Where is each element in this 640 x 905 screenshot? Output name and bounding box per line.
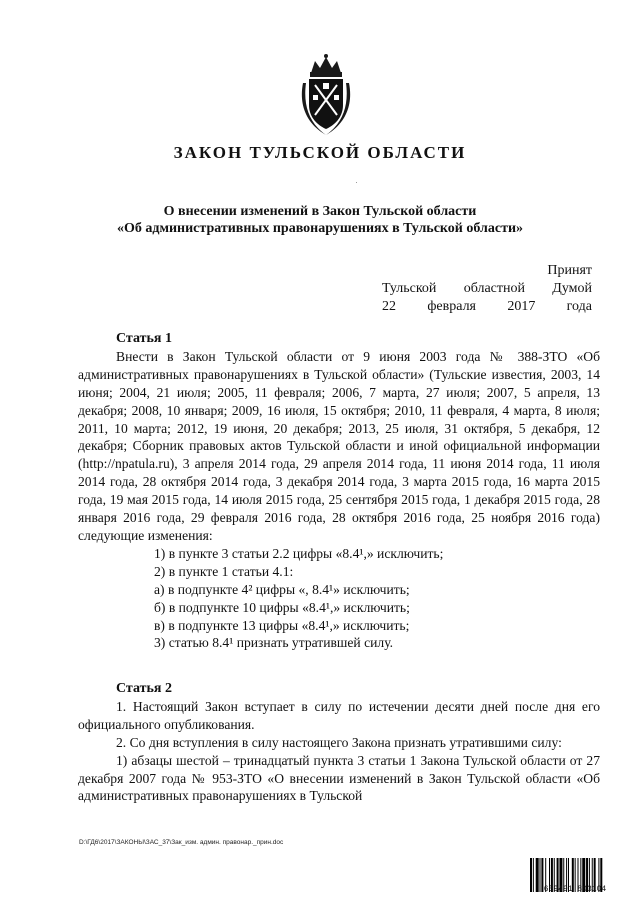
subtitle-line: О внесении изменений в Закон Тульской области	[163, 204, 477, 219]
article-heading: Статья 2	[116, 681, 172, 696]
file-path: D:\ГД6\2017\ЗАКОНЫ\ЗАС_37\Зак_изм. админ. правонар._прин.doc	[79, 839, 284, 846]
list-item: 3) статью 8.4¹ признать утратившей силу.	[154, 635, 394, 651]
law-title: ЗАКОН ТУЛЬСКОЙ ОБЛАСТИ	[173, 143, 467, 162]
subtitle-line: «Об административных правонарушениях в Тульской области»	[116, 221, 524, 236]
article-paragraph: 2. Со дня вступления в силу настоящего Закона признать утратившими силу:	[116, 734, 562, 750]
adopted-line: Тульской областной Думой	[382, 281, 592, 296]
article-heading: Статья 1	[116, 331, 172, 346]
adopted-line: 22 февраля 2017 года	[382, 299, 592, 314]
list-item: а) в подпункте 4² цифры «, 8.4¹» исключить;	[154, 581, 410, 597]
article-paragraph: Внести в Закон Тульской области от 9 июня 2003 года № 388-ЗТО «Об административных правонарушениях в Тульской области» (Тульские известия, 2003, 14 июня; 2004, 21 июля; 2005, 11 февраля; 2006, 7 марта, 27 июля; 2007, 5 апреля, 13 декабря; 2008, 10 января; 2009, 16 июля, 15 октября; 2010, 11 февраля, 4 марта, 8 июля; 2011, 10 марта; 2012, 19 июня, 20 декабря; 2013, 25 июля, 31 октября, 5 декабря, 12 декабря; Сборник правовых актов Тульской области и иной официальной информации (http://npatula.ru), 3 апреля 2014 года, 29 апреля 2014 года, 11 июня 2014 года, 11 июля 2014 года, 28 октября 2014 года, 3 декабря 2014 года, 3 марта 2015 года, 16 марта 2015 года, 19 мая 2015 года, 14 июля 2015 года, 25 сентября 2015 года, 1 декабря 2015 года, 28 января 2016 года, 29 февраля 2016 года, 28 октября 2016 года, 25 ноября 2016 года) следующие изменения:	[78, 348, 600, 543]
article-paragraph: 1) абзацы шестой – тринадцатый пункта 3 статьи 1 Закона Тульской области от 27 декабря 2007 года № 953-ЗТО «О внесении изменений в Закон Тульской области «Об административных правонарушениях в Тульской	[78, 752, 600, 804]
list-item: б) в подпункте 10 цифры «8.4¹,» исключить;	[154, 599, 410, 615]
list-item: 2) в пункте 1 статьи 4.1:	[154, 563, 294, 579]
scan-dot	[356, 182, 357, 183]
adopted-line: Принят	[547, 263, 592, 278]
barcode-number: 659491 803104	[543, 885, 607, 894]
coat-of-arms-icon	[297, 53, 355, 137]
article-2	[78, 680, 600, 805]
law-subtitle	[0, 203, 640, 237]
article-paragraph: 1. Настоящий Закон вступает в силу по истечении десяти дней после дня его официального опубликования.	[78, 698, 600, 732]
list-item: в) в подпункте 13 цифры «8.4¹,» исключить;	[154, 617, 410, 633]
adoption-block	[382, 262, 592, 316]
list-item: 1) в пункте 3 статьи 2.2 цифры «8.4¹,» исключить;	[154, 545, 444, 561]
article-1	[78, 330, 600, 652]
